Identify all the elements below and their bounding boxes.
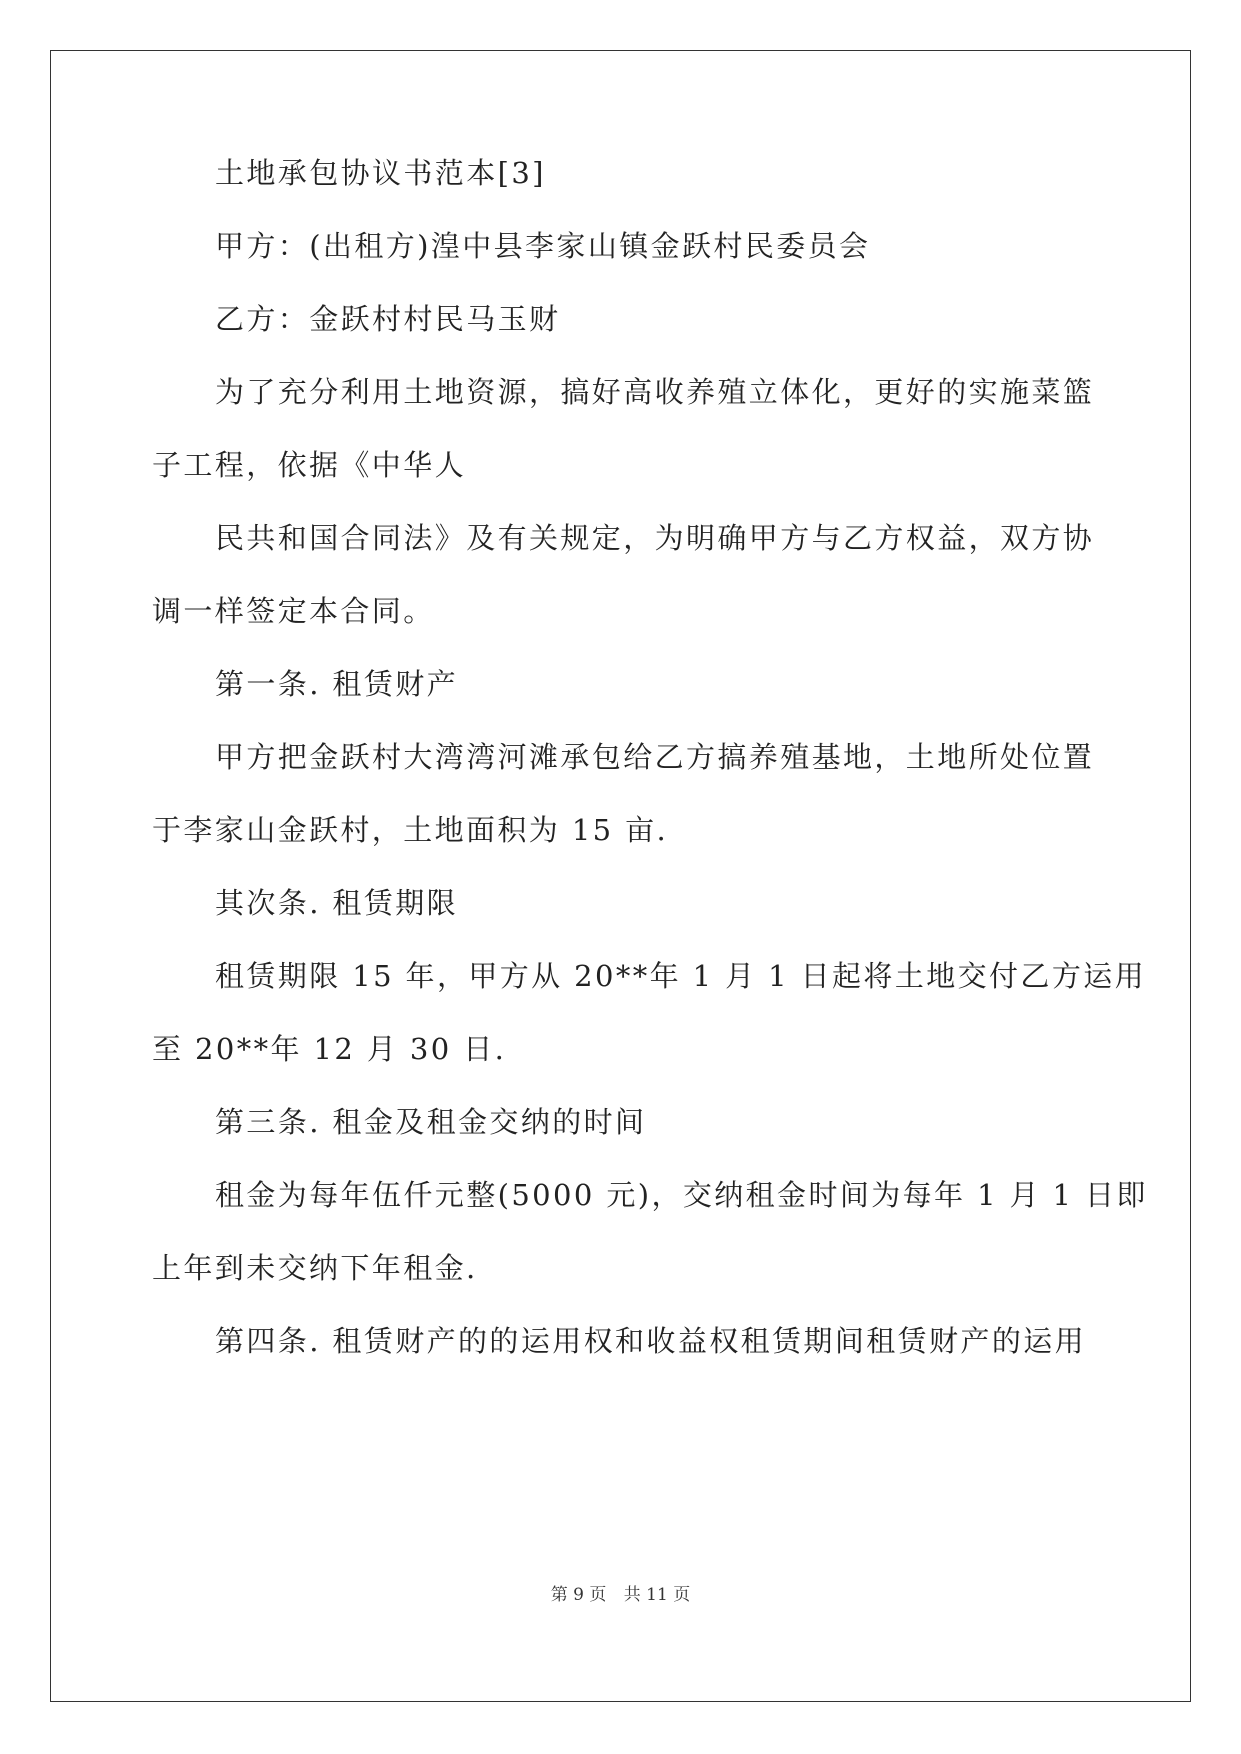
- paragraph-line: 甲方把金跃村大湾湾河滩承包给乙方搞养殖基地，土地所处位置: [215, 740, 1095, 774]
- paragraph-line: 租赁期限 15 年，甲方从 20**年 1 月 1 日起将土地交付乙方运用: [215, 959, 1147, 993]
- document-title: 土地承包协议书范本[3]: [215, 156, 546, 190]
- page-total: 共 11 页: [623, 1585, 691, 1605]
- paragraph-line: 上年到未交纳下年租金.: [152, 1251, 478, 1285]
- party-a-line: 甲方：(出租方)湟中县李家山镇金跃村民委员会: [215, 229, 871, 263]
- paragraph-line: 租金为每年伍仟元整(5000 元)，交纳租金时间为每年 1 月 1 日即: [215, 1178, 1148, 1212]
- paragraph-line: 于李家山金跃村，土地面积为 15 亩.: [152, 813, 669, 847]
- page-border: [50, 50, 1191, 1702]
- paragraph-line: 子工程，依据《中华人: [152, 448, 467, 482]
- page-footer: [0, 1580, 1241, 1605]
- article-heading: 其次条. 租赁期限: [215, 886, 459, 920]
- article-heading: 第三条. 租金及租金交纳的时间: [215, 1105, 647, 1139]
- paragraph-line: 至 20**年 12 月 30 日.: [152, 1032, 507, 1066]
- party-b-line: 乙方：金跃村村民马玉财: [215, 302, 561, 336]
- paragraph-line: 民共和国合同法》及有关规定，为明确甲方与乙方权益，双方协: [215, 521, 1095, 555]
- article-heading: 第一条. 租赁财产: [215, 667, 459, 701]
- paragraph-line: 为了充分利用土地资源，搞好高收养殖立体化，更好的实施菜篮: [215, 375, 1095, 409]
- article-heading: 第四条. 租赁财产的的运用权和收益权租赁期间租赁财产的运用: [215, 1324, 1087, 1358]
- paragraph-line: 调一样签定本合同。: [152, 594, 435, 628]
- page-number: 第 9 页: [550, 1585, 607, 1605]
